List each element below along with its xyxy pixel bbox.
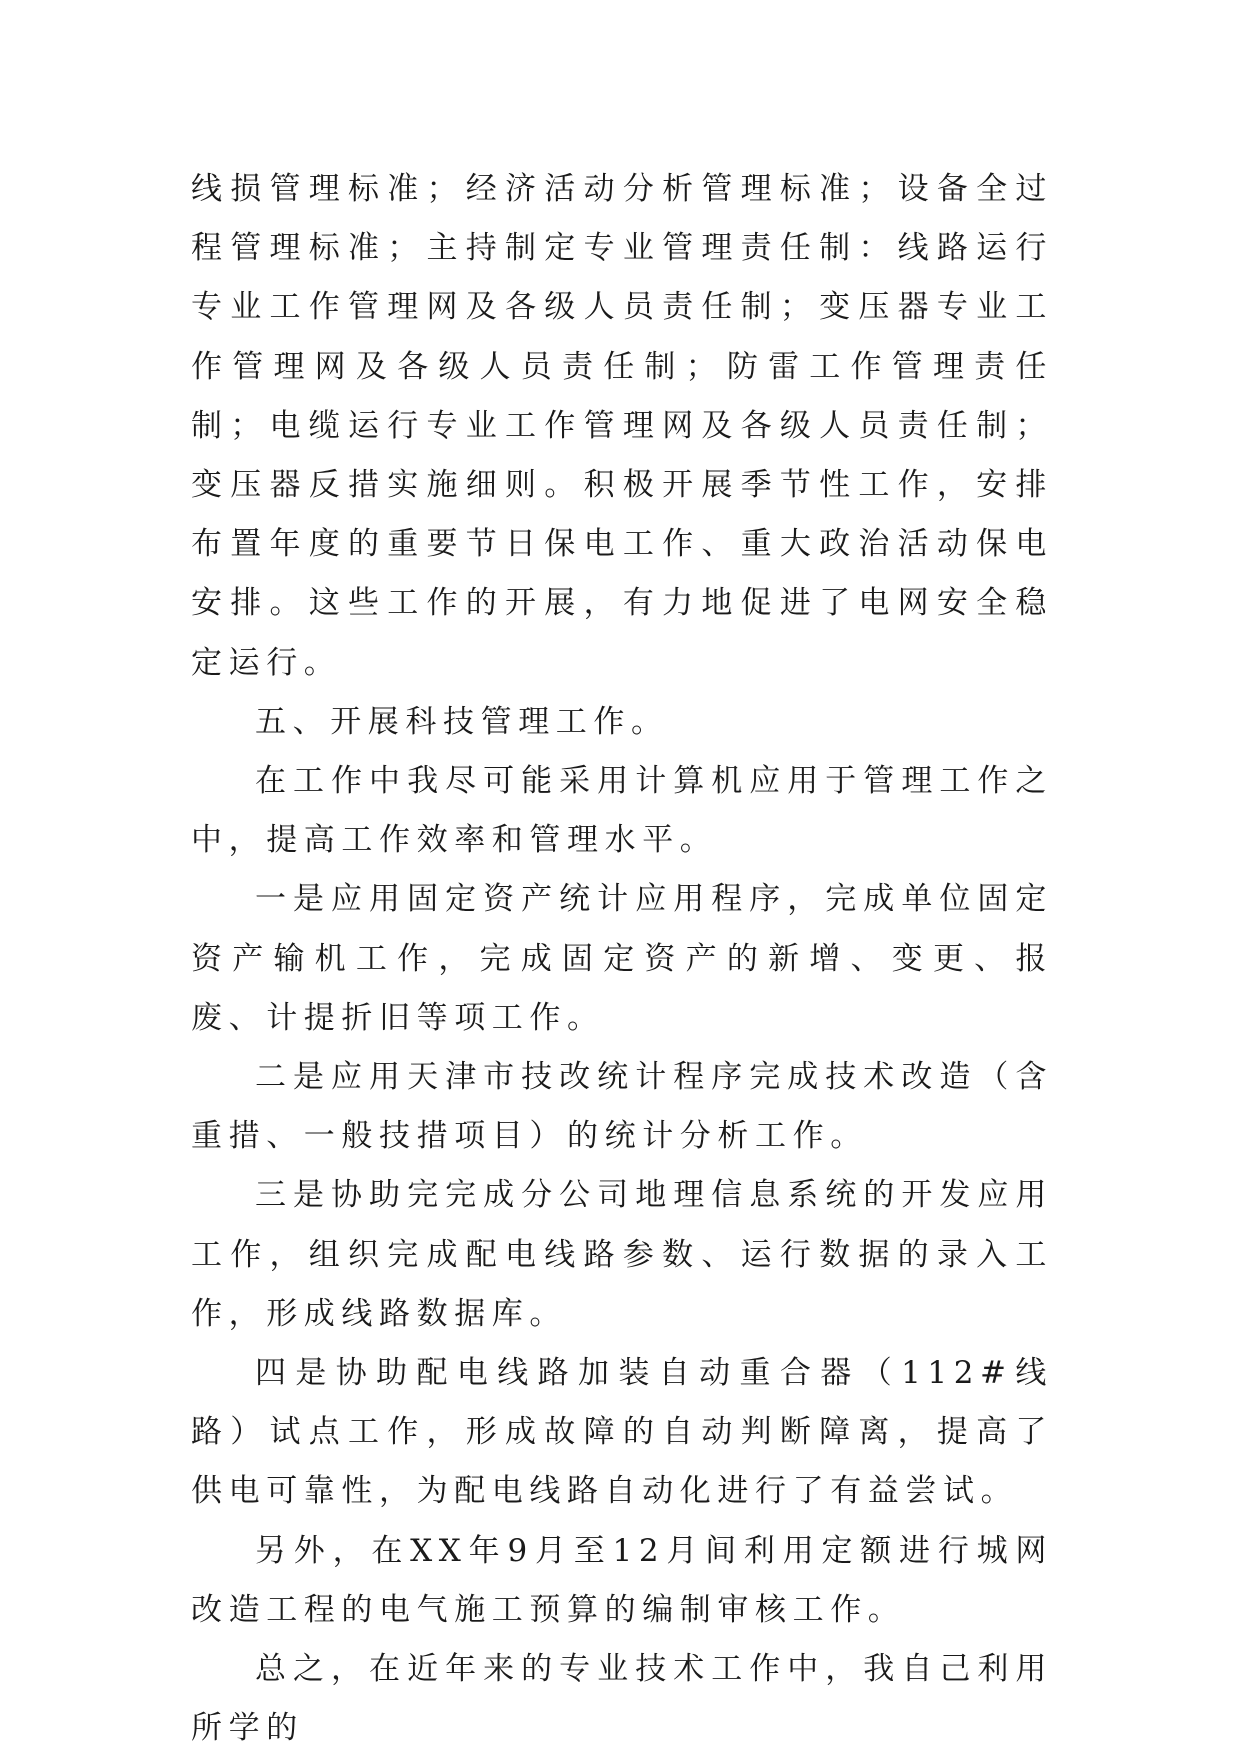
paragraph-auto-recloser: 四是协助配电线路加装自动重合器（112#线路）试点工作，形成故障的自动判断障离，提高了供电可靠性，为配电线路自动化进行了有益尝试。 <box>191 1355 1053 1510</box>
paragraph-management-standards: 线损管理标准；经济活动分析管理标准；设备全过程管理标准；主持制定专业管理责任制：线路运行专业工作管理网及各级人员责任制；变压器专业工作管理网及各级人员责任制；防雷工作管理责任制；电缆运行专业工作管理网及各级人员责任制；变压器反措实施细则。积极开展季节性工作，安排布置年度的重要节日保电工作、重大政治活动保电安排。这些工作的开展，有力地促进了电网安全稳定运行。 <box>191 171 1053 681</box>
paragraph-tech-reform-stats: 二是应用天津市技改统计程序完成技术改造（含重措、一般技措项目）的统计分析工作。 <box>191 1059 1053 1155</box>
paragraph-summary: 总之，在近年来的专业技术工作中，我自己利用所学的 <box>191 1651 1053 1747</box>
paragraph-fixed-assets: 一是应用固定资产统计应用程序，完成单位固定资产输机工作，完成固定资产的新增、变更、报废、计提折旧等项工作。 <box>191 881 1053 1036</box>
document-body <box>191 160 1053 1758</box>
paragraph-computer-application: 在工作中我尽可能采用计算机应用于管理工作之中，提高工作效率和管理水平。 <box>191 763 1053 859</box>
paragraph-gis-system: 三是协助完完成分公司地理信息系统的开发应用工作，组织完成配电线路参数、运行数据的录入工作，形成线路数据库。 <box>191 1177 1053 1332</box>
section-heading-tech-management: 五、开展科技管理工作。 <box>255 703 669 740</box>
paragraph-budget-review: 另外，在XX年9月至12月间利用定额进行城网改造工程的电气施工预算的编制审核工作。 <box>191 1532 1053 1628</box>
